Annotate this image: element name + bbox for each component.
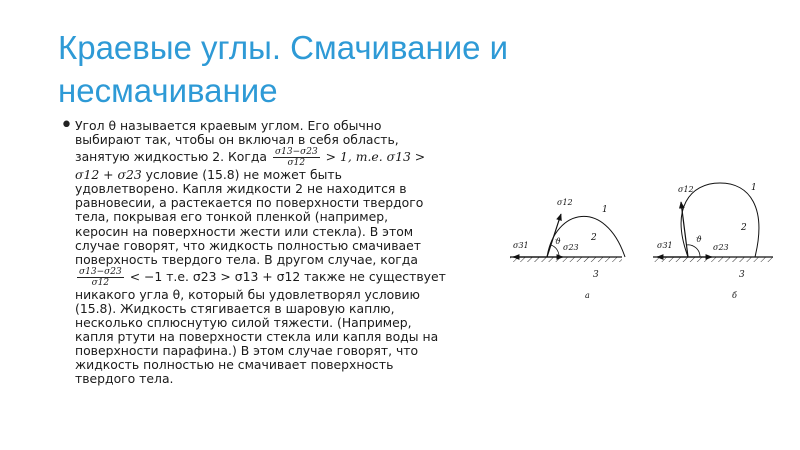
- sigma12-vector: [681, 202, 688, 257]
- body-line: равновесии, а растекается по поверхности твердого: [75, 195, 424, 211]
- fraction-sigma: [273, 147, 320, 168]
- body-line: керосин на поверхности жести или стекла). В этом: [75, 223, 414, 239]
- sigma12-vector: [547, 214, 561, 257]
- medium-1-label: 1: [751, 183, 757, 193]
- medium-1-label: 1: [602, 205, 608, 215]
- body-line: поверхности парафина.) В этом случае говорят, что: [75, 343, 419, 359]
- diagram-a-caption: а: [585, 291, 590, 300]
- body-line: Угол θ называется краевым углом. Его обычно: [75, 118, 382, 133]
- diagram-a: [510, 198, 625, 300]
- body-line: капля ртути на поверхности стекла или капля воды на: [75, 329, 439, 345]
- fraction-numerator: σ13−σ23: [274, 147, 318, 158]
- body-text-segment: занятую жидкостью 2. Когда: [75, 149, 268, 165]
- body-line: жидкость полностью не смачивает поверхность: [75, 357, 394, 373]
- theta-label: ϑ: [555, 237, 561, 246]
- fraction-numerator: σ13−σ23: [79, 266, 122, 277]
- body-line: твердого тела.: [75, 371, 174, 387]
- sigma31-label: σ31: [513, 241, 529, 250]
- math-sum: σ12 + σ23: [75, 167, 142, 183]
- sigma23-label: σ23: [713, 243, 729, 252]
- sigma23-label: σ23: [563, 243, 579, 252]
- sigma31-label: σ31: [657, 241, 673, 250]
- body-line: поверхность твердого тела. В другом случае, когда: [75, 251, 418, 267]
- diagram-b: [653, 183, 773, 300]
- sigma12-label: σ12: [557, 198, 573, 207]
- body-line-with-fraction: [75, 267, 470, 288]
- bullet-marker: •: [60, 113, 73, 138]
- theta-label: ϑ: [696, 235, 702, 244]
- contact-angle-figure: [505, 178, 775, 308]
- fraction-denominator: σ12: [287, 158, 306, 169]
- sigma12-label: σ12: [678, 185, 694, 194]
- medium-3-label: 3: [739, 270, 745, 280]
- body-line: тела, покрывая его тонкой пленкой (например,: [75, 209, 389, 225]
- body-line-with-fraction: [75, 147, 470, 168]
- medium-2-label: 2: [591, 233, 597, 243]
- slide-title: Краевые углы. Смачивание и несмачивание: [58, 29, 509, 109]
- body-line: удовлетворено. Капля жидкости 2 не находится в: [75, 181, 407, 197]
- body-line: никакого угла θ, который бы удовлетворял условию: [75, 286, 420, 302]
- body-text-segment: условие (15.8) не может быть: [145, 167, 342, 183]
- fraction-denominator: σ12: [91, 277, 110, 288]
- diagram-b-caption: б: [732, 291, 737, 300]
- medium-3-label: 3: [593, 270, 599, 280]
- fraction-sigma: [77, 267, 124, 288]
- math-inequality: > 1, т.е. σ13 >: [325, 149, 426, 165]
- medium-2-label: 2: [741, 223, 747, 233]
- theta-arc: [551, 245, 559, 257]
- solid-surface-hatch: [510, 257, 622, 262]
- body-text-segment: < −1 т.е. σ23 > σ13 + σ12 также не существует: [129, 268, 446, 284]
- body-line: случае говорят, что жидкость полностью смачивает: [75, 237, 421, 253]
- body-line: выбирают так, чтобы он включал в себя область,: [75, 132, 399, 148]
- solid-surface-hatch: [653, 257, 773, 262]
- body-line: несколько сплюснутую силой тяжести. (Например,: [75, 315, 412, 331]
- body-paragraph: [75, 119, 470, 387]
- body-line: (15.8). Жидкость стягивается в шаровую каплю,: [75, 300, 395, 316]
- body-line: [75, 168, 470, 182]
